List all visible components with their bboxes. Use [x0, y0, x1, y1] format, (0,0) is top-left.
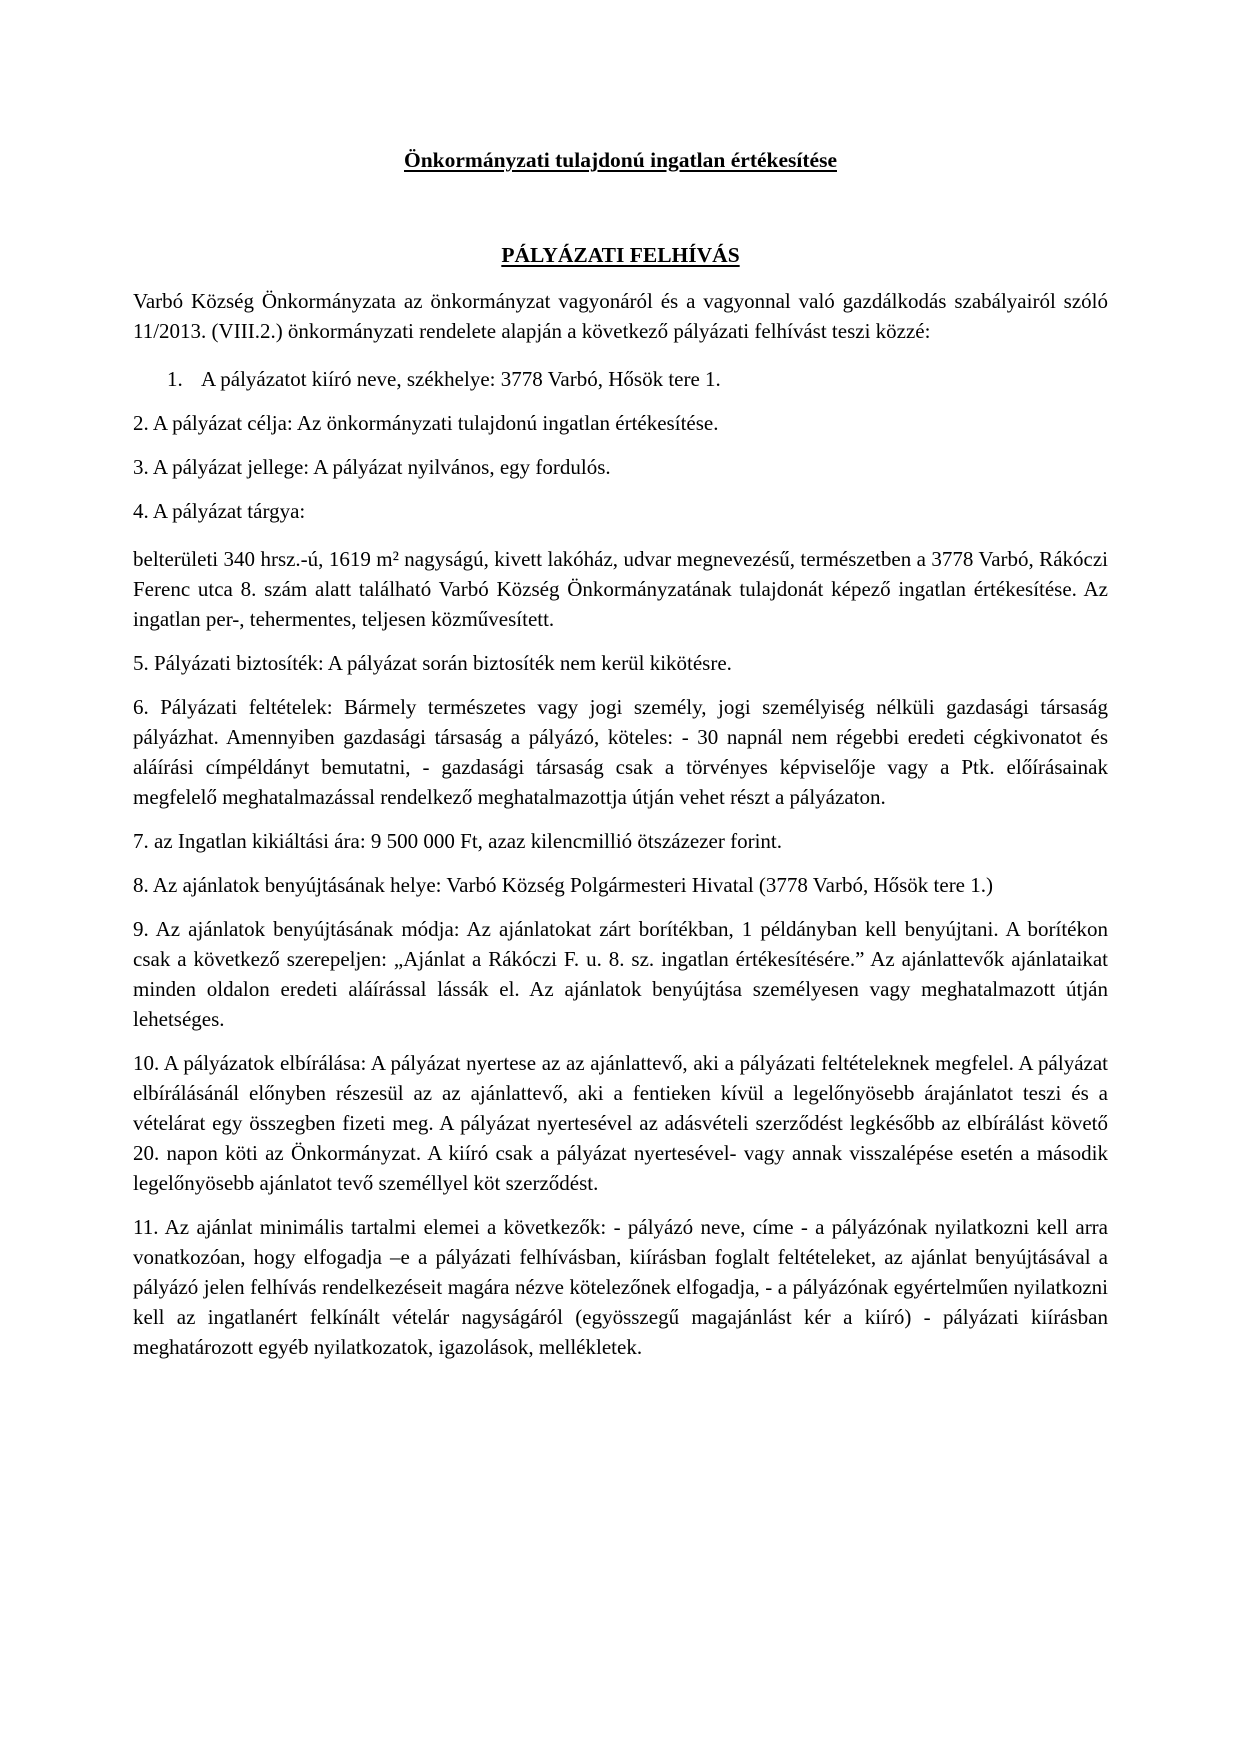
list-item-text: A pályázatot kiíró neve, székhelye: 3778 Varbó, Hősök tere 1. [201, 367, 721, 391]
section-6-conditions: 6. Pályázati feltételek: Bármely természetes vagy jogi személy, jogi személyiség nélküli gazdasági társaság pályázhat. Amennyiben gazdasági társaság a pályázó, köteles: - 30 napnál nem régebbi eredeti cégkivonatot és aláírási címpéldányt bemutatni, - gazdasági társaság csak a törvényes képviselője vagy a Ptk. előírásainak megfelelő meghatalmazással rendelkező meghatalmazottja útján vehet részt a pályázaton. [133, 695, 1108, 809]
intro-paragraph: Varbó Község Önkormányzata az önkormányzat vagyonáról és a vagyonnal való gazdálkodás szabályairól szóló 11/2013. (VIII.2.) önkormányzati rendelete alapján a következő pályázati felhívást teszi közzé: [133, 289, 1108, 343]
document-title: Önkormányzati tulajdonú ingatlan értékesítése [404, 148, 837, 172]
section-3-type: 3. A pályázat jellege: A pályázat nyilvános, egy fordulós. [133, 455, 611, 479]
section-5-deposit: 5. Pályázati biztosíték: A pályázat során biztosíték nem kerül kikötésre. [133, 651, 732, 675]
section-10-evaluation: 10. A pályázatok elbírálása: A pályázat nyertese az az ajánlattevő, aki a pályázati feltételeknek megfelel. A pályázat elbírálásánál előnyben részesül az az ajánlattevő, aki a fentieken kívül a legelőnyösebb árajánlatot teszi és a vételárat egy összegben fizeti meg. A pályázat nyertesével az adásvételi szerződést legkésőbb az elbírálást követő 20. napon köti az Önkormányzat. A kiíró csak a pályázat nyertesével- vagy annak visszalépése esetén a második legelőnyösebb ajánlatot tevő személlyel köt szerződést. [133, 1051, 1108, 1195]
document-subtitle: PÁLYÁZATI FELHÍVÁS [501, 243, 740, 267]
section-2-purpose: 2. A pályázat célja: Az önkormányzati tulajdonú ingatlan értékesítése. [133, 411, 719, 435]
section-11-minimum-content: 11. Az ajánlat minimális tartalmi elemei a következők: - pályázó neve, címe - a pályázónak nyilatkozni kell arra vonatkozóan, hogy elfogadja –e a pályázati felhívásban, kiírásban foglalt feltételeket, az ajánlat benyújtásával a pályázó jelen felhívás rendelkezéseit magára nézve kötelezőnek elfogadja, - a pályázónak egyértelműen nyilatkozni kell az ingatlanért felkínált vételár nagyságáról (egyösszegű magajánlást kér a kiíró) - pályázati kiírásban meghatározott egyéb nyilatkozatok, igazolások, mellékletek. [133, 1215, 1108, 1359]
document-body [133, 286, 1108, 1376]
section-7-price: 7. az Ingatlan kikiáltási ára: 9 500 000 Ft, azaz kilencmillió ötszázezer forint. [133, 829, 783, 853]
list-item-1 [133, 364, 1108, 394]
section-8-submission-place: 8. Az ajánlatok benyújtásának helye: Varbó Község Polgármesteri Hivatal (3778 Varbó, Hősök tere 1.) [133, 873, 993, 897]
section-4-subject: belterületi 340 hrsz.-ú, 1619 m² nagyságú, kivett lakóház, udvar megnevezésű, természetben a 3778 Varbó, Rákóczi Ferenc utca 8. szám alatt található Varbó Község Önkormányzatának tulajdonát képező ingatlan értékesítése. Az ingatlan per-, tehermentes, teljesen közművesített. [133, 547, 1108, 631]
section-4-heading: 4. A pályázat tárgya: [133, 499, 306, 523]
section-9-submission-method: 9. Az ajánlatok benyújtásának módja: Az ajánlatokat zárt borítékban, 1 példányban kell benyújtani. A borítékon csak a következő szerepeljen: „Ajánlat a Rákóczi F. u. 8. sz. ingatlan értékesítésére.” Az ajánlattevők ajánlataikat minden oldalon eredeti aláírással lássák el. Az ajánlatok benyújtása személyesen vagy meghatalmazott útján lehetséges. [133, 917, 1108, 1031]
list-item-number: 1. [167, 367, 183, 391]
